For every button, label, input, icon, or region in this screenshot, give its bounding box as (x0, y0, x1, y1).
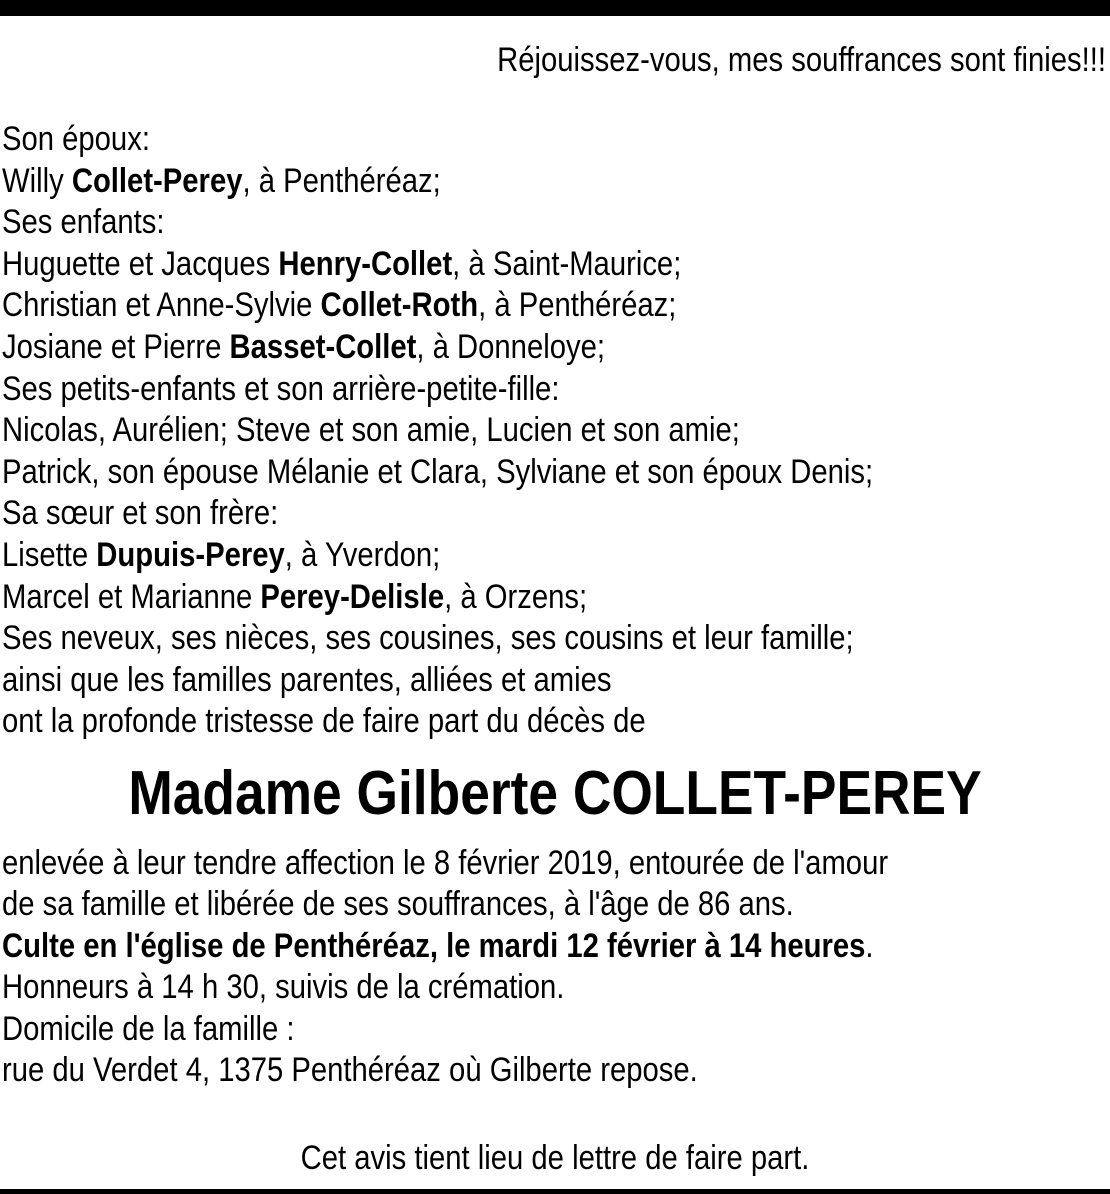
domicile-label: Domicile de la famille : (2, 1009, 295, 1048)
bottom-rule (0, 1189, 1110, 1194)
spouse-line (2, 161, 1017, 203)
sibling-place: , à Orzens; (444, 577, 588, 616)
service-text: Culte en l'église de Penthéréaz, le mardi 12 février à 14 heures (2, 926, 866, 965)
footer-note: Cet avis tient lieu de lettre de faire part. (300, 1139, 810, 1177)
grandchildren-line: Patrick, son épouse Mélanie et Clara, Sylviane et son époux Denis; (2, 452, 874, 491)
grandchildren-heading: Ses petits-enfants et son arrière-petite-fille: (2, 369, 560, 408)
child-place: , à Donneloye; (416, 327, 605, 366)
child-place: , à Saint-Maurice; (452, 244, 682, 283)
grandchildren-line: Nicolas, Aurélien; Steve et son amie, Lucien et son amie; (2, 411, 740, 450)
spouse-surname: Collet-Perey (71, 161, 243, 200)
announce-line: ont la profonde tristesse de faire part du décès de (2, 702, 646, 741)
sibling-given: Marcel et Marianne (2, 577, 261, 616)
details-line: enlevée à leur tendre affection le 8 février 2019, entourée de l'amour (2, 844, 889, 882)
allies-line: ainsi que les familles parentes, alliées et amies (2, 660, 612, 699)
child-place: , à Penthéréaz; (478, 286, 677, 325)
sibling-line (2, 535, 1017, 577)
spouse-heading: Son époux: (2, 120, 150, 158)
children-heading: Ses enfants: (2, 203, 165, 242)
child-surname: Basset-Collet (229, 327, 417, 366)
deceased-name: Madame Gilberte COLLET-PEREY (128, 759, 982, 828)
siblings-heading: Sa sœur et son frère: (2, 494, 279, 533)
honours-line: Honneurs à 14 h 30, suivis de la crémation. (2, 968, 565, 1007)
child-given: Josiane et Pierre (2, 327, 230, 366)
spouse-place: , à Penthéréaz; (242, 161, 441, 200)
child-surname: Henry-Collet (278, 244, 453, 283)
top-rule (0, 0, 1110, 16)
spouse-given: Willy (2, 161, 72, 200)
domicile-address: rue du Verdet 4, 1375 Penthéréaz où Gilberte repose. (2, 1050, 698, 1089)
sibling-given: Lisette (2, 535, 97, 574)
family-list (2, 119, 1017, 743)
sibling-place: , à Yverdon; (284, 535, 441, 574)
details-line: de sa famille et libérée de ses souffrances, à l'âge de 86 ans. (2, 885, 794, 924)
service-line (2, 926, 1110, 967)
relatives-line: Ses neveux, ses nièces, ses cousines, ses cousins et leur famille; (2, 619, 854, 658)
sibling-surname: Dupuis-Perey (96, 535, 285, 574)
child-line (2, 327, 1017, 369)
sibling-line (2, 577, 1017, 619)
child-line (2, 244, 1017, 286)
child-surname: Collet-Roth (320, 286, 479, 325)
sibling-surname: Perey-Delisle (260, 577, 445, 616)
child-given: Christian et Anne-Sylvie (2, 286, 321, 325)
child-line (2, 285, 1017, 327)
epigraph: Réjouissez-vous, mes souffrances sont finies!!! (497, 41, 1106, 79)
service-end: . (865, 926, 874, 965)
child-given: Huguette et Jacques (2, 244, 279, 283)
obituary-details (2, 843, 1110, 1091)
